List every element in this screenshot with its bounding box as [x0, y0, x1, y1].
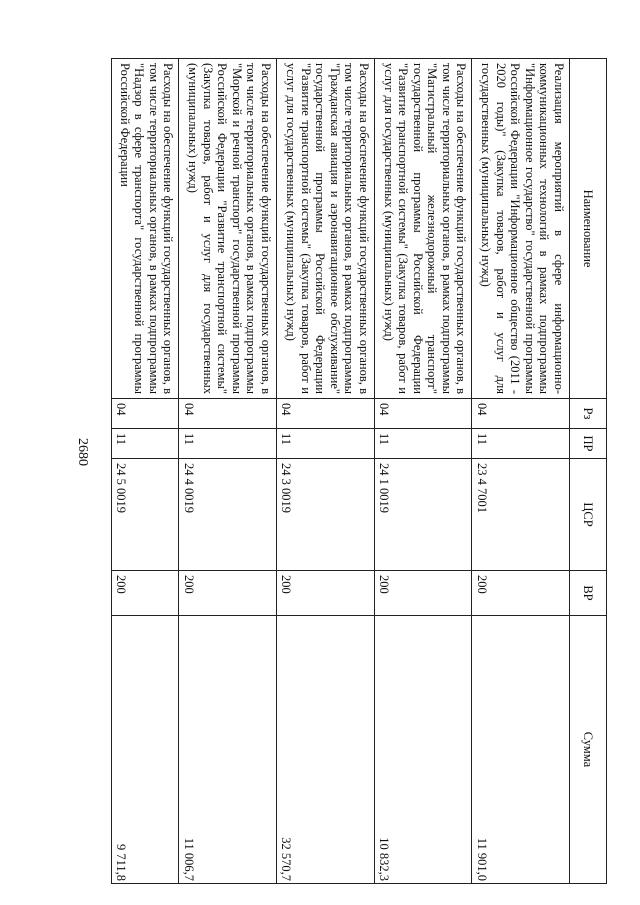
table-row: [472, 59, 570, 884]
row-rz: 04: [276, 399, 374, 429]
row-pr: 11: [276, 429, 374, 459]
table-row: [112, 59, 179, 884]
row-rz: 04: [112, 399, 179, 429]
row-csr: 23 4 7001: [472, 459, 570, 571]
header-pr: ПР: [570, 429, 607, 459]
row-vr: 200: [179, 571, 277, 616]
budget-table: [111, 58, 607, 884]
row-vr: 200: [276, 571, 374, 616]
row-vr: 200: [374, 571, 472, 616]
row-sum: 32 570,7: [276, 616, 374, 884]
header-sum: Сумма: [570, 616, 607, 884]
table-row: [179, 59, 277, 884]
row-name: Расходы на обеспечение функций государственных органов, в том числе территориальных органов, в рамках подпрограммы "Гражданская авиация и аэронавигационное обслуживание" государственной программы Российской Федерации "Развитие транспортной системы" (Закупка товаров, работ и услуг для государственных (муниципальных) нужд): [276, 59, 374, 399]
row-sum: 11 006,7: [179, 616, 277, 884]
row-csr: 24 4 0019: [179, 459, 277, 571]
row-pr: 11: [112, 429, 179, 459]
header-rz: Рз: [570, 399, 607, 429]
header-vr: ВР: [570, 571, 607, 616]
row-name: Расходы на обеспечение функций государственных органов, в том числе территориальных органов, в рамках подпрограммы "Морской и речной транспорт" государственной программы Российской Федерации "Развитие транспортной системы" (Закупка товаров, работ и услуг для государственных (муниципальных) нужд): [179, 59, 277, 399]
row-csr: 24 5 0019: [112, 459, 179, 571]
row-pr: 11: [472, 429, 570, 459]
row-rz: 04: [472, 399, 570, 429]
row-name: Расходы на обеспечение функций государственных органов, в том числе территориальных органов, в рамках подпрограммы "Надзор в сфере транспорта" государственной программы Российской Федерации: [112, 59, 179, 399]
row-csr: 24 3 0019: [276, 459, 374, 571]
table-row: [276, 59, 374, 884]
row-sum: 9 711,8: [112, 616, 179, 884]
page-number: 2680: [75, 438, 90, 466]
row-pr: 11: [179, 429, 277, 459]
table-row: [374, 59, 472, 884]
row-rz: 04: [374, 399, 472, 429]
rotated-page-content: [111, 58, 607, 883]
row-rz: 04: [179, 399, 277, 429]
row-name: Реализация мероприятий в сфере информационно-коммуникационных технологий в рамках подпрограммы "Информационное государство" государственной программы Российской Федерации "Информационное общество (2011 - 2020 годы)" (Закупка товаров, работ и услуг для государственных (муниципальных) нужд): [472, 59, 570, 399]
header-name: Наименование: [570, 59, 607, 399]
row-vr: 200: [472, 571, 570, 616]
header-csr: ЦСР: [570, 459, 607, 571]
row-csr: 24 1 0019: [374, 459, 472, 571]
row-sum: 10 832,3: [374, 616, 472, 884]
row-name: Расходы на обеспечение функций государственных органов, в том числе территориальных органов, в рамках подпрограммы "Магистральный железнодорожный транспорт" государственной программы Российской Федерации "Развитие транспортной системы" (Закупка товаров, работ и услуг для государственных (муниципальных) нужд): [374, 59, 472, 399]
row-vr: 200: [112, 571, 179, 616]
row-pr: 11: [374, 429, 472, 459]
header-row: [570, 59, 607, 884]
row-sum: 11 901,0: [472, 616, 570, 884]
